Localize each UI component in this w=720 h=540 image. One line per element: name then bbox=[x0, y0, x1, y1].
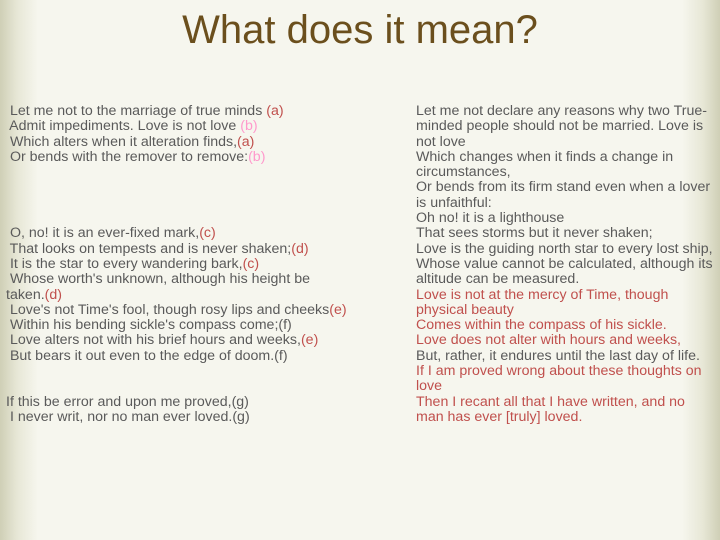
sonnet-line-text: taken. bbox=[6, 286, 45, 303]
sonnet-line bbox=[6, 303, 406, 318]
rhyme-tag: (d) bbox=[291, 240, 309, 257]
sonnet-line bbox=[6, 119, 406, 134]
paraphrase-line: Then I recant all that I have written, and no man has ever [truly] loved. bbox=[416, 393, 685, 425]
stanza-3 bbox=[6, 395, 406, 426]
sonnet-line-text: Whose worth's unknown, although his height be bbox=[6, 271, 310, 288]
slide-title: What does it mean? bbox=[182, 8, 538, 52]
stanza-2 bbox=[6, 226, 406, 364]
sonnet-line bbox=[6, 288, 406, 303]
sonnet-line-text: That looks on tempests and is never shaken; bbox=[6, 240, 292, 257]
rhyme-tag: (g) bbox=[231, 393, 249, 410]
rhyme-tag: (a) bbox=[266, 103, 284, 119]
sonnet-line bbox=[6, 242, 406, 257]
rhyme-tag: (e) bbox=[329, 301, 347, 318]
rhyme-tag: (f) bbox=[278, 317, 292, 334]
sonnet-line bbox=[6, 395, 406, 410]
paraphrase-line: If I am proved wrong about these thoughts on love bbox=[416, 363, 702, 395]
paraphrase-line: That sees storms but it never shaken; bbox=[416, 225, 653, 242]
stanza-1 bbox=[6, 104, 406, 165]
sonnet-line-text: Which alters when it alteration finds, bbox=[6, 133, 238, 150]
sonnet-line bbox=[6, 135, 406, 150]
sonnet-line-text: Let me not to the marriage of true minds bbox=[6, 103, 267, 119]
sonnet-line-text: O, no! it is an ever-fixed mark, bbox=[6, 225, 200, 242]
sonnet-line bbox=[6, 410, 406, 425]
sonnet-line bbox=[6, 318, 406, 333]
rhyme-tag: (b) bbox=[240, 118, 258, 135]
rhyme-tag: (b) bbox=[248, 148, 266, 165]
paraphrase-line: Let me not declare any reasons why two True-minded people should not be married. Love is not love bbox=[416, 103, 707, 150]
sonnet-line-text: Within his bending sickle's compass come; bbox=[6, 317, 279, 334]
paraphrase-line: Love is not at the mercy of Time, though physical beauty bbox=[416, 286, 669, 318]
sonnet-line bbox=[6, 150, 406, 165]
sonnet-line bbox=[6, 257, 406, 272]
rhyme-tag: (d) bbox=[44, 286, 62, 303]
sonnet-line bbox=[6, 333, 406, 348]
sonnet-text-column bbox=[6, 104, 406, 425]
paraphrase-line: Which changes when it finds a change in circumstances, bbox=[416, 148, 674, 181]
rhyme-tag: (g) bbox=[232, 408, 250, 425]
rhyme-tag: (c) bbox=[242, 255, 260, 272]
sonnet-line-text: I never writ, nor no man ever loved. bbox=[6, 408, 233, 425]
sonnet-line bbox=[6, 349, 406, 364]
paraphrase-line: Comes within the compass of his sickle. bbox=[416, 317, 667, 334]
paraphrase-line: But, rather, it endures until the last day of life. bbox=[416, 347, 700, 364]
sonnet-line-text: If this be error and upon me proved, bbox=[6, 393, 232, 410]
sonnet-line-text: Love alters not with his brief hours and weeks, bbox=[6, 332, 301, 349]
paraphrase-text-column bbox=[416, 104, 716, 425]
paraphrase-line: Love is the guiding north star to every lost ship, bbox=[416, 240, 713, 257]
sonnet-line-text: Love's not Time's fool, though rosy lips and cheeks bbox=[6, 301, 330, 318]
sonnet-line-text: But bears it out even to the edge of doom. bbox=[6, 347, 275, 364]
paraphrase-line: Oh no! it is a lighthouse bbox=[416, 210, 565, 227]
sonnet-line-text: Admit impediments. Love is not love bbox=[6, 118, 241, 135]
rhyme-tag: (f) bbox=[274, 347, 288, 364]
sonnet-line-text: Or bends with the remover to remove: bbox=[6, 148, 249, 165]
rhyme-tag: (a) bbox=[237, 133, 255, 150]
sonnet-line bbox=[6, 104, 406, 119]
sonnet-line-text: It is the star to every wandering bark, bbox=[6, 255, 243, 272]
rhyme-tag: (e) bbox=[300, 332, 319, 349]
paraphrase-line: Or bends from its firm stand even when a lover is unfaithful: bbox=[416, 179, 711, 211]
sonnet-line bbox=[6, 272, 406, 287]
rhyme-tag: (c) bbox=[199, 225, 216, 242]
paraphrase-line: Love does not alter with hours and weeks, bbox=[416, 332, 681, 349]
sonnet-line bbox=[6, 226, 406, 241]
paraphrase-line: Whose value cannot be calculated, although its altitude can be measured. bbox=[416, 255, 713, 288]
